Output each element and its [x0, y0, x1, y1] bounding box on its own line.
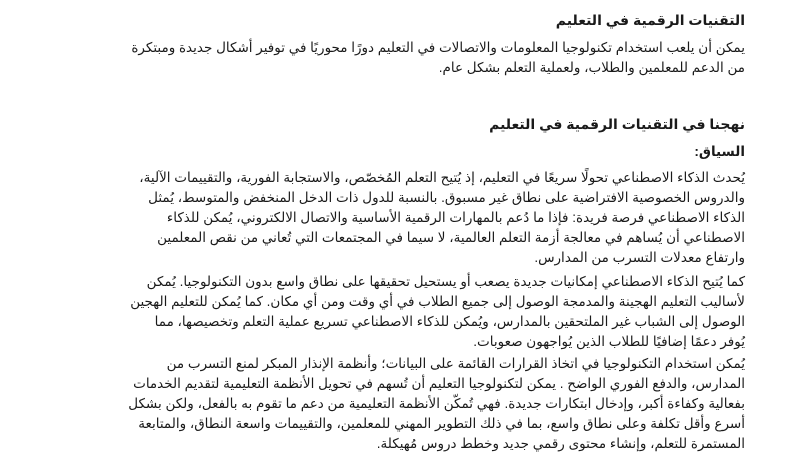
paragraph-line: الاصطناعي أن يُساهم في معالجة أزمة التعلم العالمية، لا سيما في المجتمعات التي تُعاني من نقص المعلمين — [157, 230, 745, 245]
paragraph-line: يُمكن استخدام التكنولوجيا في اتخاذ القرارات القائمة على البيانات؛ وأنظمة الإنذار المبكر لمنع التسرب من — [166, 356, 745, 371]
paragraph-line: يُحدث الذكاء الاصطناعي تحولًا سريعًا في التعليم، إذ يُتيح التعلم المُخصّص، والاستجابة الفورية، والتقييمات الآلية، — [139, 170, 745, 185]
paragraph-line: وارتفاع معدلات التسرب من المدارس. — [534, 250, 745, 265]
paragraph-line: بفعالية وكفاءة أكبر، وإدخال ابتكارات جديدة. فهي تُمكّن الأنظمة التعليمية من دعم ما تقوم به بالفعل، ولكن بشكل — [128, 396, 745, 411]
document-title: التقنيات الرقمية في التعليم — [555, 12, 745, 28]
paragraph-line: كما يُتيح الذكاء الاصطناعي إمكانيات جديدة يصعب أو يستحيل تحقيقها على نطاق واسع بدون التكنولوجيا. يُمكن — [146, 274, 745, 289]
context-label: السياق: — [694, 144, 745, 159]
paragraph-2 — [65, 272, 745, 352]
paragraph-3 — [65, 354, 745, 454]
section-title: نهجنا في التقنيات الرقمية في التعليم — [489, 116, 745, 132]
paragraph-line: الوصول إلى الشباب غير الملتحقين بالمدارس، ويُمكن للذكاء الاصطناعي تسريع عملية التعلم وتخصيصها، مما — [154, 314, 745, 329]
paragraph-line: الذكاء الاصطناعي فرصة فريدة: فإذا ما دُعم بالمهارات الرقمية الأساسية والاتصال الالكتروني، يُمكن للذكاء — [166, 210, 745, 225]
intro-paragraph — [65, 38, 745, 78]
paragraph-line: أسرع وأقل تكلفة وعلى نطاق واسع، بما في ذلك التطوير المهني للمعلمين، والتقييمات واسعة النطاق، والمتابعة — [138, 416, 745, 431]
intro-line: من الدعم للمعلمين والطلاب، ولعملية التعلم بشكل عام. — [438, 60, 745, 75]
paragraph-line: المدارس، والدفع الفوري الواضح . يمكن لتكنولوجيا التعليم أن تُسهم في تحويل الأنظمة التعليمية لتقديم الخدمات — [133, 376, 745, 391]
paragraph-line: المستمرة للتعلم، وإنشاء محتوى رقمي جديد وخطط دروس مُهيكلة. — [376, 436, 745, 451]
paragraph-line: يُوفر دعمًا إضافيًا للطلاب الذين يُواجهون صعوبات. — [473, 334, 745, 349]
intro-line: يمكن أن يلعب استخدام تكنولوجيا المعلومات والاتصالات في التعليم دورًا محوريًا في توفير أشكال جديدة ومبتكرة — [131, 40, 745, 55]
paragraph-line: والدروس الخصوصية الافتراضية على نطاق غير مسبوق. بالنسبة للدول ذات الدخل المنخفض والمتوسط، يُمثل — [148, 190, 745, 205]
paragraph-1 — [65, 168, 745, 268]
paragraph-line: لأساليب التعليم الهجينة والمدمجة الوصول إلى جميع الطلاب في أي وقت ومن أي مكان. كما يُمكن للتعليم الهجين — [130, 294, 745, 309]
